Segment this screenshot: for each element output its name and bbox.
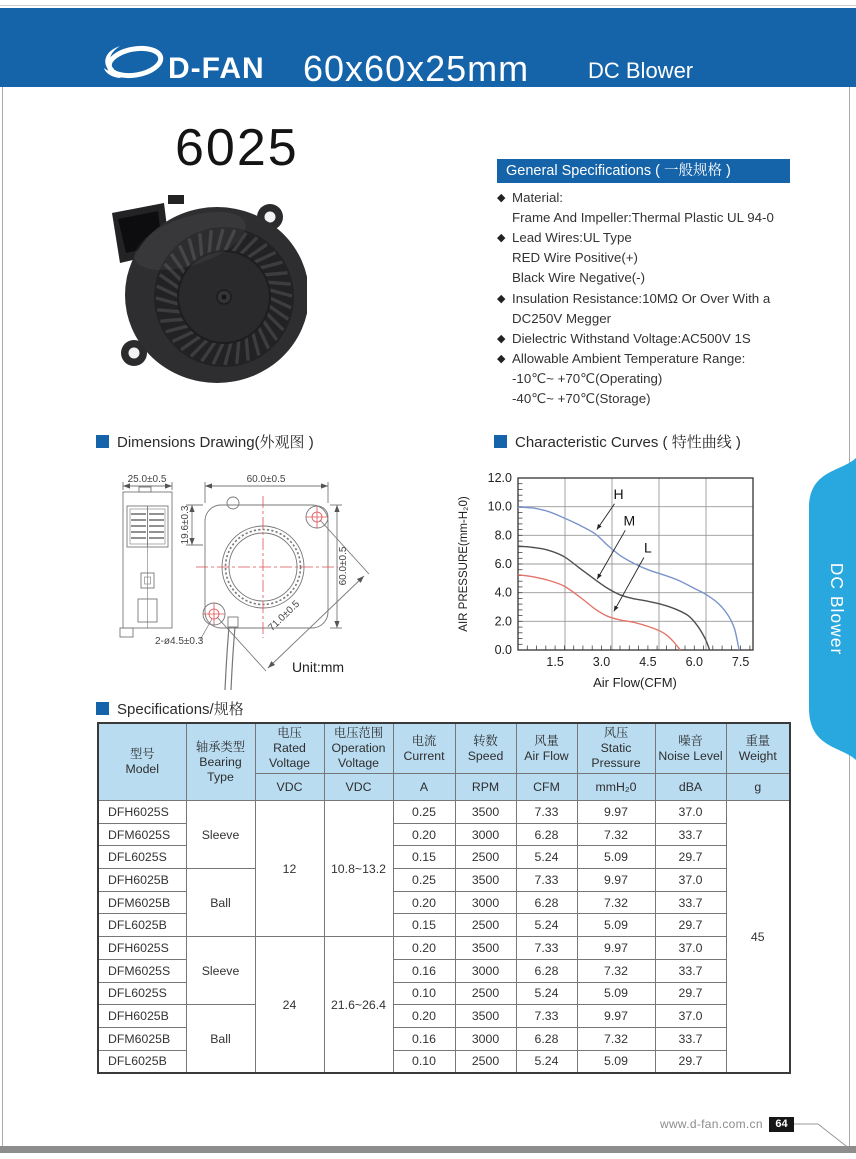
- cell-noise-level: 33.7: [655, 1027, 726, 1050]
- x-tick-label: 3.0: [592, 655, 611, 669]
- x-axis-label: Air Flow(CFM): [593, 675, 677, 690]
- cell-static-pressure: 5.09: [577, 846, 655, 869]
- section-bullet-icon: [96, 702, 109, 715]
- cell-current: 0.15: [393, 846, 455, 869]
- cell-model: DFM6025B: [98, 891, 186, 914]
- col-unit-speed: RPM: [455, 774, 516, 801]
- curves-heading-label: Characteristic Curves ( 特性曲线 ): [515, 434, 741, 451]
- cell-speed: 2500: [455, 846, 516, 869]
- cell-noise-level: 37.0: [655, 937, 726, 960]
- dim-holes: 2-ø4.5±0.3: [155, 636, 204, 647]
- specifications-heading: [96, 698, 244, 719]
- cell-current: 0.10: [393, 1050, 455, 1073]
- cell-speed: 3500: [455, 1005, 516, 1028]
- cell-noise-level: 33.7: [655, 891, 726, 914]
- cell-weight: 45: [726, 801, 790, 1074]
- spec-item: [497, 389, 827, 409]
- col-unit-static-pressure: mmH₂0: [577, 774, 655, 801]
- curve-label-L: L: [644, 539, 652, 556]
- cell-speed: 3500: [455, 937, 516, 960]
- col-header-speed: 转数 Speed: [455, 723, 516, 774]
- cell-air-flow: 6.28: [516, 1027, 577, 1050]
- dim-diagonal: 71.0±0.5: [266, 598, 303, 634]
- cell-static-pressure: 5.09: [577, 914, 655, 937]
- cell-current: 0.25: [393, 869, 455, 892]
- spec-item: [497, 349, 827, 369]
- cell-air-flow: 7.33: [516, 1005, 577, 1028]
- section-bullet-icon: [494, 435, 507, 448]
- diamond-bullet-icon: ◆: [497, 353, 506, 366]
- spec-item-text: RED Wire Positive(+): [512, 250, 638, 266]
- cell-static-pressure: 5.09: [577, 1050, 655, 1073]
- cell-noise-level: 33.7: [655, 959, 726, 982]
- diamond-bullet-icon: ◆: [497, 332, 506, 345]
- curve-label-H: H: [613, 485, 624, 502]
- cell-air-flow: 6.28: [516, 823, 577, 846]
- cell-static-pressure: 7.32: [577, 891, 655, 914]
- product-category: DC Blower: [588, 58, 694, 83]
- cell-speed: 3000: [455, 1027, 516, 1050]
- cell-air-flow: 7.33: [516, 801, 577, 824]
- specifications-heading-label: Specifications/规格: [117, 701, 244, 718]
- cell-static-pressure: 7.32: [577, 823, 655, 846]
- table-row: [98, 937, 790, 960]
- page-top-border: [0, 5, 856, 6]
- cell-current: 0.16: [393, 1027, 455, 1050]
- cell-speed: 3500: [455, 869, 516, 892]
- dim-front-width: 60.0±0.5: [246, 474, 286, 485]
- cell-rated-voltage: 24: [255, 937, 324, 1074]
- cell-noise-level: 37.0: [655, 869, 726, 892]
- col-unit-noise-level: dBA: [655, 774, 726, 801]
- spec-item: [497, 328, 827, 348]
- cell-air-flow: 6.28: [516, 959, 577, 982]
- spec-item: [497, 248, 827, 268]
- col-unit-weight: g: [726, 774, 790, 801]
- diamond-bullet-icon: ◆: [497, 191, 506, 204]
- curve-label-M: M: [623, 512, 636, 529]
- cell-noise-level: 29.7: [655, 1050, 726, 1073]
- cell-static-pressure: 9.97: [577, 869, 655, 892]
- cell-model: DFL6025S: [98, 846, 186, 869]
- cell-static-pressure: 7.32: [577, 959, 655, 982]
- table-row: [98, 801, 790, 824]
- spec-item-text: Lead Wires:UL Type: [512, 229, 632, 245]
- cell-speed: 2500: [455, 914, 516, 937]
- cell-operation-voltage: 21.6~26.4: [324, 937, 393, 1074]
- x-tick-label: 4.5: [639, 655, 657, 669]
- y-tick-label: 10.0: [487, 499, 512, 514]
- cell-model: DFH6025B: [98, 1005, 186, 1028]
- dimensions-heading: [96, 431, 314, 452]
- spec-item-text: Material:: [512, 189, 563, 205]
- cell-static-pressure: 5.09: [577, 982, 655, 1005]
- cell-model: DFL6025S: [98, 982, 186, 1005]
- cell-model: DFM6025S: [98, 959, 186, 982]
- cell-speed: 3000: [455, 891, 516, 914]
- x-tick-label: 1.5: [546, 655, 564, 669]
- cell-model: DFM6025S: [98, 823, 186, 846]
- col-header-rated-voltage: 电压 Rated Voltage: [255, 723, 324, 774]
- spec-item: [497, 369, 827, 389]
- cell-speed: 2500: [455, 1050, 516, 1073]
- cell-noise-level: 29.7: [655, 982, 726, 1005]
- side-tab-label: DC Blower: [827, 562, 847, 656]
- cell-bearing-type: Ball: [186, 1005, 255, 1074]
- cell-static-pressure: 9.97: [577, 937, 655, 960]
- y-tick-label: 0.0: [494, 643, 512, 657]
- diamond-bullet-icon: ◆: [497, 292, 506, 305]
- cell-bearing-type: Sleeve: [186, 937, 255, 1005]
- col-unit-air-flow: CFM: [516, 774, 577, 801]
- cell-speed: 3000: [455, 959, 516, 982]
- cell-model: DFM6025B: [98, 1027, 186, 1050]
- y-tick-label: 8.0: [494, 528, 512, 543]
- cell-current: 0.25: [393, 801, 455, 824]
- cell-bearing-type: Sleeve: [186, 801, 255, 869]
- page-title: 6025: [175, 119, 299, 177]
- spec-item-text: Dielectric Withstand Voltage:AC500V 1S: [512, 330, 751, 346]
- cell-current: 0.20: [393, 891, 455, 914]
- y-axis-label: AIR PRESSURE(mm-H₂0): [458, 496, 470, 632]
- x-tick-label: 6.0: [685, 655, 703, 669]
- cell-air-flow: 5.24: [516, 982, 577, 1005]
- cell-static-pressure: 9.97: [577, 801, 655, 824]
- col-unit-current: A: [393, 774, 455, 801]
- header-bar: [0, 8, 856, 87]
- y-tick-label: 4.0: [494, 585, 512, 600]
- website-link[interactable]: www.d-fan.com.cn: [660, 1117, 763, 1131]
- side-tab: [801, 456, 856, 762]
- cell-air-flow: 6.28: [516, 891, 577, 914]
- brand-logo-icon: [100, 42, 164, 82]
- cell-noise-level: 37.0: [655, 1005, 726, 1028]
- spec-item: [497, 308, 827, 328]
- cell-model: DFH6025B: [98, 869, 186, 892]
- col-header-weight: 重量 Weight: [726, 723, 790, 774]
- cell-model: DFL6025B: [98, 914, 186, 937]
- page-left-border: [2, 87, 3, 1146]
- cell-air-flow: 5.24: [516, 914, 577, 937]
- col-header-model: 型号 Model: [98, 723, 186, 801]
- cell-noise-level: 37.0: [655, 801, 726, 824]
- spec-item-text: Frame And Impeller:Thermal Plastic UL 94-0: [512, 209, 774, 225]
- product-size: 60x60x25mm: [303, 48, 530, 89]
- specifications-table: [97, 722, 791, 1074]
- cell-current: 0.10: [393, 982, 455, 1005]
- table-row: [98, 869, 790, 892]
- dim-side-width: 25.0±0.5: [127, 474, 167, 485]
- cell-noise-level: 33.7: [655, 823, 726, 846]
- col-header-bearing-type: 轴承类型 Bearing Type: [186, 723, 255, 801]
- cell-current: 0.16: [393, 959, 455, 982]
- spec-item-text: Allowable Ambient Temperature Range:: [512, 351, 746, 367]
- spec-item: [497, 268, 827, 288]
- cell-static-pressure: 7.32: [577, 1027, 655, 1050]
- cell-current: 0.20: [393, 937, 455, 960]
- cell-air-flow: 7.33: [516, 937, 577, 960]
- cell-air-flow: 5.24: [516, 846, 577, 869]
- col-header-current: 电流 Current: [393, 723, 455, 774]
- cell-model: DFH6025S: [98, 801, 186, 824]
- curves-heading: [494, 431, 741, 452]
- cell-operation-voltage: 10.8~13.2: [324, 801, 393, 937]
- diamond-bullet-icon: ◆: [497, 231, 506, 244]
- characteristic-curves-chart: [450, 455, 775, 700]
- spec-item: [497, 207, 827, 227]
- dimensions-heading-label: Dimensions Drawing(外观图 ): [117, 434, 314, 451]
- section-bullet-icon: [96, 435, 109, 448]
- page-bottom-bar: [0, 1146, 856, 1153]
- spec-item-text: Insulation Resistance:10MΩ Or Over With a: [512, 290, 771, 306]
- cell-air-flow: 5.24: [516, 1050, 577, 1073]
- col-header-static-pressure: 风压 Static Pressure: [577, 723, 655, 774]
- cell-model: DFL6025B: [98, 1050, 186, 1073]
- cell-noise-level: 29.7: [655, 914, 726, 937]
- dimensions-drawing: [95, 458, 385, 698]
- cell-static-pressure: 9.97: [577, 1005, 655, 1028]
- col-unit-rated-voltage: VDC: [255, 774, 324, 801]
- product-photo: [112, 185, 307, 385]
- col-header-air-flow: 风量 Air Flow: [516, 723, 577, 774]
- dim-front-height: 60.0±0.5: [338, 546, 349, 586]
- centerlines: [196, 496, 338, 638]
- cell-model: DFH6025S: [98, 937, 186, 960]
- page-number-badge: 64: [769, 1117, 794, 1132]
- y-tick-label: 6.0: [494, 557, 512, 571]
- cell-bearing-type: Ball: [186, 869, 255, 937]
- cell-current: 0.20: [393, 1005, 455, 1028]
- cell-rated-voltage: 12: [255, 801, 324, 937]
- table-row: [98, 1005, 790, 1028]
- y-tick-label: 12.0: [487, 471, 512, 485]
- general-specs-list: [497, 187, 827, 409]
- brand-name: D-FAN: [168, 52, 265, 85]
- spec-item-text: -10℃~ +70℃(Operating): [512, 370, 663, 386]
- cell-air-flow: 7.33: [516, 869, 577, 892]
- cell-current: 0.20: [393, 823, 455, 846]
- x-tick-label: 7.5: [731, 655, 750, 669]
- cell-speed: 3500: [455, 801, 516, 824]
- spec-item: [497, 227, 827, 247]
- col-header-noise-level: 噪音 Noise Level: [655, 723, 726, 774]
- spec-item-text: -40℃~ +70℃(Storage): [512, 390, 651, 406]
- dim-inlet-offset: 19.6±0.3: [180, 505, 191, 545]
- spec-item-text: DC250V Megger: [512, 310, 612, 326]
- cell-speed: 3000: [455, 823, 516, 846]
- y-tick-label: 2.0: [494, 614, 512, 629]
- cell-current: 0.15: [393, 914, 455, 937]
- col-unit-operation-voltage: VDC: [324, 774, 393, 801]
- spec-item-text: Black Wire Negative(-): [512, 270, 645, 286]
- general-specs-title: General Specifications ( 一般规格 ): [497, 159, 790, 183]
- cell-noise-level: 29.7: [655, 846, 726, 869]
- unit-note: Unit:mm: [291, 659, 345, 675]
- col-header-operation-voltage: 电压范围 Operation Voltage: [324, 723, 393, 774]
- cell-speed: 2500: [455, 982, 516, 1005]
- spec-item: [497, 187, 827, 207]
- spec-item: [497, 288, 827, 308]
